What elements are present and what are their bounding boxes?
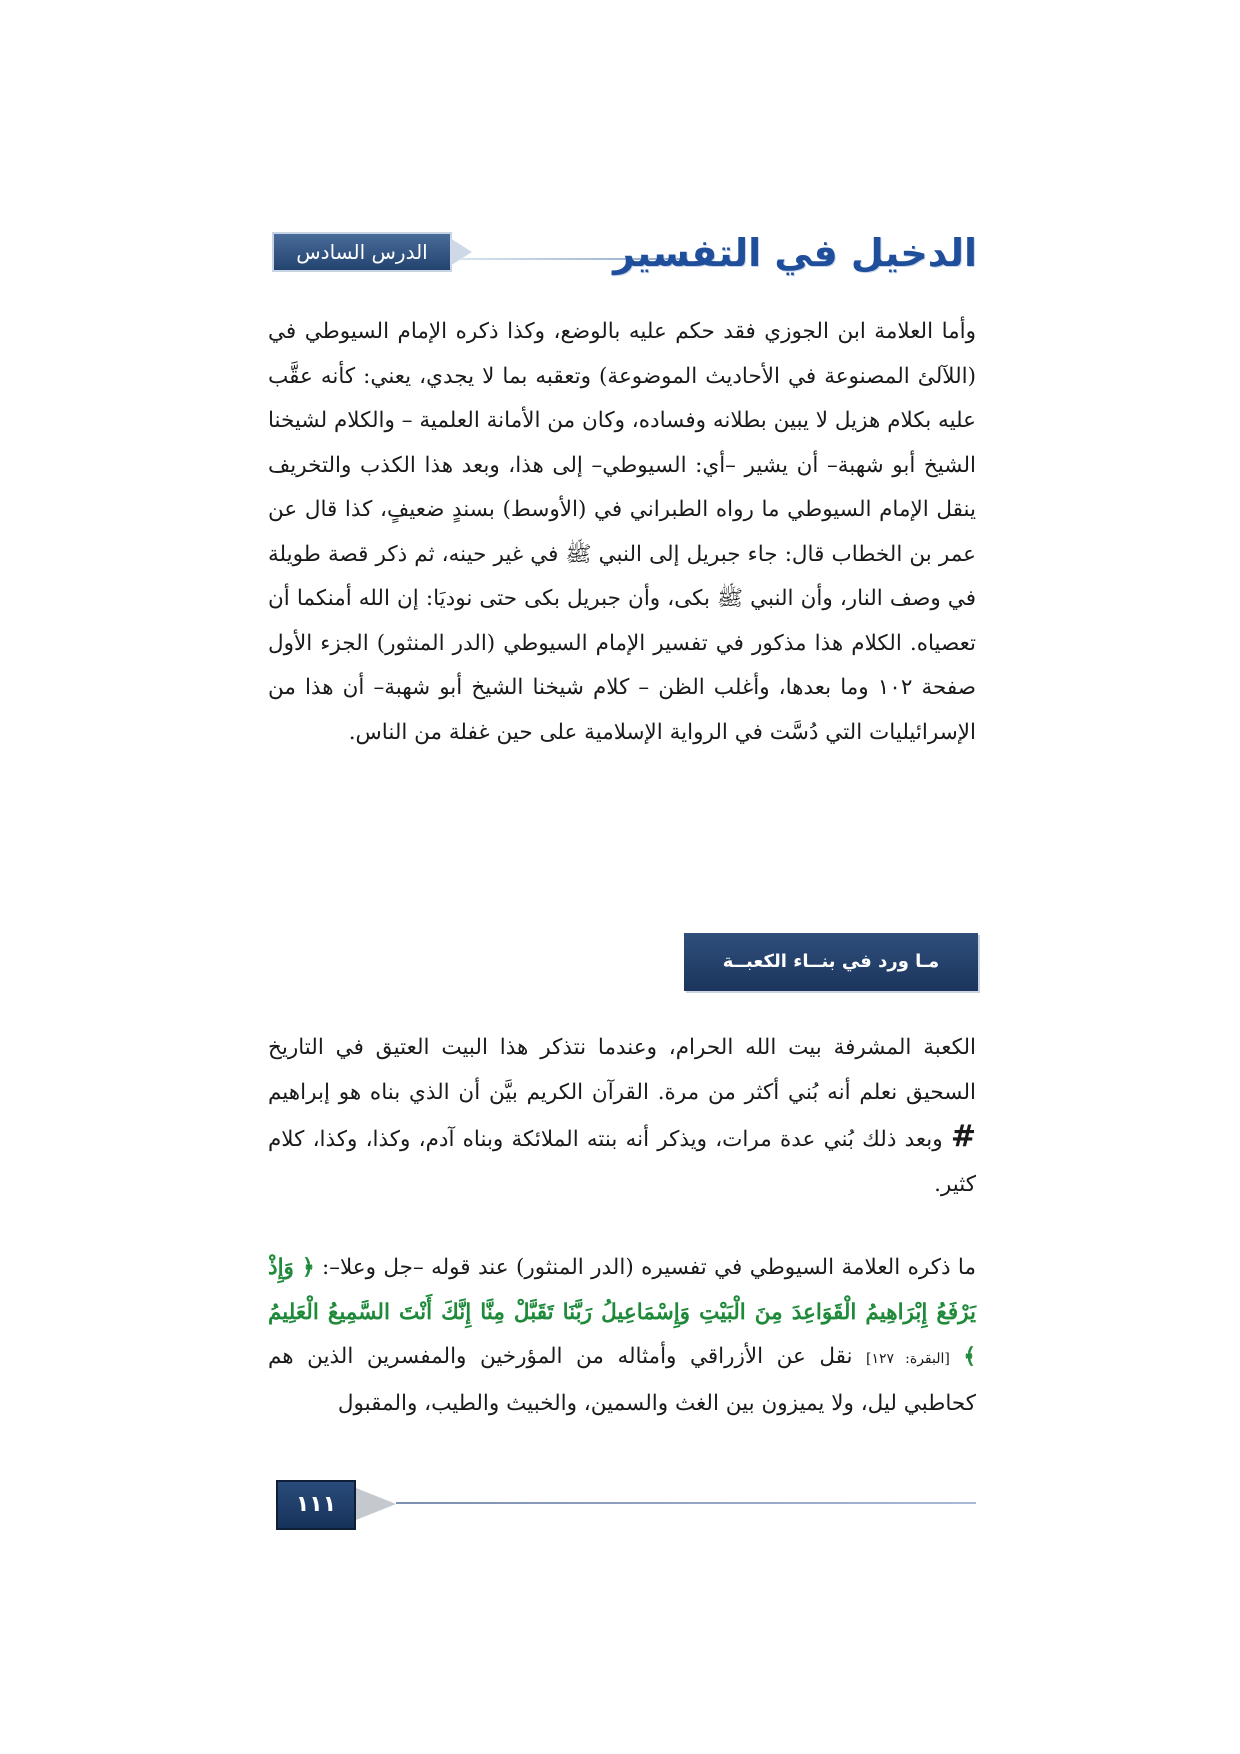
section-heading: مـا ورد في بنــاء الكعبــة المــشرفة bbox=[684, 933, 978, 991]
paragraph-kaaba bbox=[268, 1026, 976, 1207]
paragraph-kaaba-part2: وبعد ذلك بُني عدة مرات، ويذكر أنه بنته الملائكة وبناه آدم، وكذا، وكذا، كلام كثير. bbox=[268, 1127, 976, 1197]
paragraph-suyuti-rest: نقل عن الأزراقي وأمثاله من المؤرخين والمفسرين الذين هم كحاطبي ليل، ولا يميزون بين الغث والسمين، والخبيث والطيب، والمقبول bbox=[268, 1344, 976, 1416]
paragraph-intro: وأما العلامة ابن الجوزي فقد حكم عليه بالوضع، وكذا ذكره الإمام السيوطي في (اللآلئ المصنوعة في الأحاديث الموضوعة) وتعقبه بما لا يجدي، يعني: كأنه عقَّب عليه بكلام هزيل لا يبين بطلانه وفساده، وكان من الأمانة العلمية – والكلام لشيخنا الشيخ أبو شهبة– أن يشير –أي: السيوطي– إلى هذا، وبعد هذا الكذب والتخريف ينقل الإمام السيوطي ما رواه الطبراني في (الأوسط) بسندٍ ضعيفٍ، كذا قال عن عمر بن الخطاب قال: جاء جبريل إلى النبي ﷺ في غير حينه، ثم ذكر قصة طويلة في وصف النار، وأن النبي ﷺ بكى، وأن جبريل بكى حتى نوديَا: إن الله أمنكما أن تعصياه. الكلام هذا مذكور في تفسير الإمام السيوطي (الدر المنثور) الجزء الأول صفحة ١٠٢ وما بعدها، وأغلب الظن – كلام شيخنا الشيخ أبو شهبة– أن هذا من الإسرائيليات التي دُسَّت في الرواية الإسلامية على حين غفلة من الناس. bbox=[268, 319, 976, 745]
lesson-badge: الدرس السادس bbox=[272, 232, 452, 272]
book-title: الدخيل في التفسير bbox=[613, 231, 977, 275]
footer-rule bbox=[396, 1502, 976, 1504]
footer-wedge bbox=[356, 1488, 396, 1520]
quran-verse: ﴿ وَإِذْ يَرْفَعُ إِبْرَاهِيمُ الْقَوَاعِدَ مِنَ الْبَيْتِ وَإِسْمَاعِيلُ رَبَّنَا تَقَبَّلْ مِنَّا إِنَّكَ أَنْتَ السَّمِيعُ الْعَلِيمُ ﴾ bbox=[268, 1255, 976, 1369]
paragraph-suyuti-intro: ما ذكره العلامة السيوطي في تفسيره (الدر المنثور) عند قوله –جل وعلا–: bbox=[321, 1255, 976, 1280]
verse-reference: [البقرة: ١٢٧] bbox=[866, 1351, 950, 1367]
hash-symbol: # bbox=[950, 1119, 976, 1154]
paragraph-kaaba-part1: الكعبة المشرفة بيت الله الحرام، وعندما نتذكر هذا البيت العتيق في التاريخ السحيق نعلم أنه بُني أكثر من مرة. القرآن الكريم بيَّن أن الذي بناه هو إبراهيم bbox=[268, 1035, 976, 1105]
page-header bbox=[272, 226, 977, 282]
paragraph-suyuti bbox=[268, 1246, 976, 1426]
page-number: ١١١ bbox=[276, 1480, 356, 1530]
page-footer bbox=[276, 1480, 976, 1534]
